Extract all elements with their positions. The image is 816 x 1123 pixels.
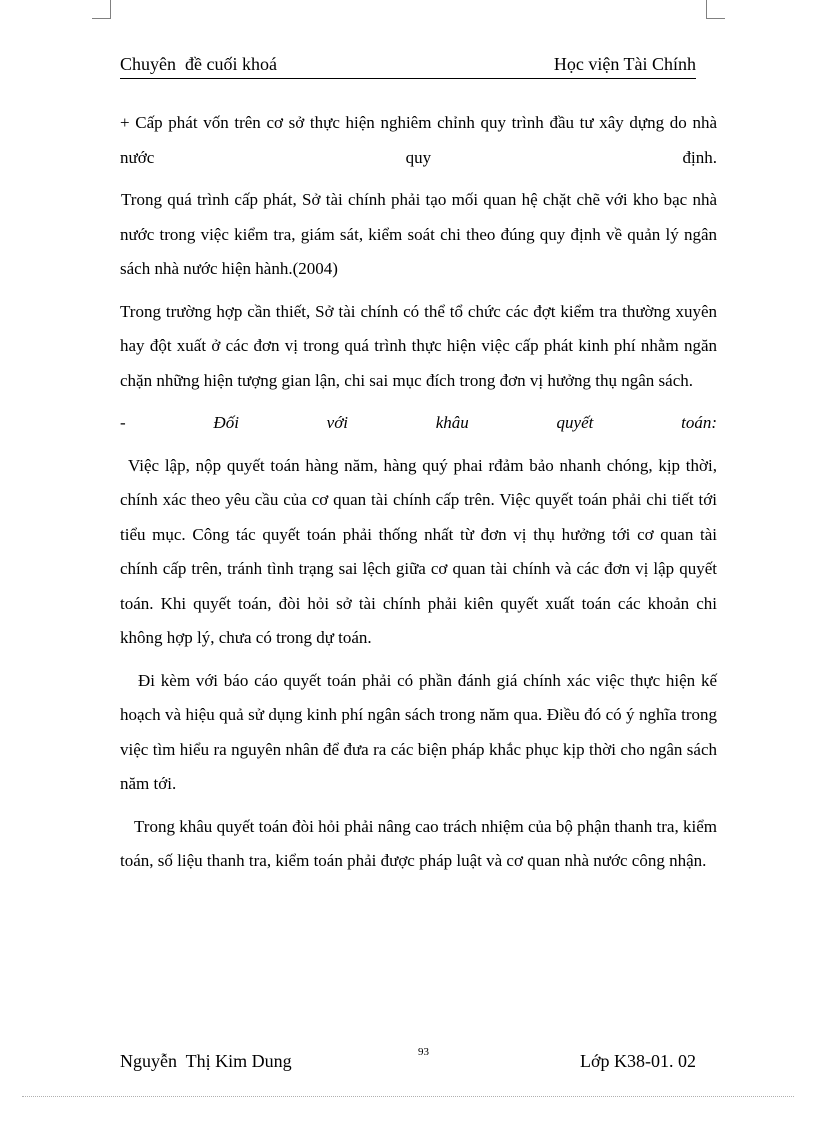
footer-class: Lớp K38-01. 02 — [579, 1051, 696, 1071]
crop-mark-top-left — [92, 0, 111, 19]
paragraph-allocation-process: Trong quá trình cấp phát, Sở tài chính phải tạo mối quan hệ chặt chẽ với kho bạc nhà nước trong việc kiểm tra, giám sát, kiểm soát chi theo đúng quy định về quản lý ngân sách nhà nước hiện hành.(2004) — [120, 190, 717, 278]
page-header — [120, 54, 696, 79]
page-bottom-border — [22, 1096, 794, 1097]
paragraph-settlement-requirements: Việc lập, nộp quyết toán hàng năm, hàng quý phai rđảm bảo nhanh chóng, kịp thời, chính xác theo yêu cầu của cơ quan tài chính cấp trên. Việc quyết toán phải chi tiết tới tiểu mục. Công tác quyết toán phải thống nhất từ đơn vị thụ hưởng tới cơ quan tài chính cấp trên, tránh tình trạng sai lệch giữa cơ quan tài chính và các đơn vị lập quyết toán. Khi quyết toán, đòi hỏi sở tài chính phải kiên quyết xuất toán các khoản chi không hợp lý, chưa có trong dự toán. — [120, 455, 717, 647]
paragraph-funding-allocation: + Cấp phát vốn trên cơ sở thực hiện nghiêm chỉnh quy trình đầu tư xây dựng do nhà nước quy định. — [120, 113, 717, 167]
footer-page-number: 93 — [418, 1046, 429, 1058]
footer-author: Nguyễn Thị Kim Dung — [120, 1051, 292, 1071]
paragraph-inspection: Trong trường hợp cần thiết, Sở tài chính có thể tổ chức các đợt kiểm tra thường xuyên hay đột xuất ở các đơn vị trong quá trình thực hiện việc cấp phát kinh phí nhằm ngăn chặn những hiện tượng gian lận, chi sai mục đích trong đơn vị hưởng thụ ngân sách. — [120, 301, 717, 390]
page-body — [120, 106, 717, 887]
page-footer — [120, 1046, 696, 1076]
paragraph-settlement-report: Đi kèm với báo cáo quyết toán phải có phần đánh giá chính xác việc thực hiện kế hoạch và hiệu quả sử dụng kinh phí ngân sách trong năm qua. Điều đó có ý nghĩa trong việc tìm hiểu ra nguyên nhân để đưa ra các biện pháp khắc phục kịp thời cho ngân sách năm tới. — [120, 670, 717, 793]
section-settlement-heading: - Đối với khâu quyết toán: — [120, 413, 717, 432]
header-institution: Học viện Tài Chính — [553, 54, 696, 74]
paragraph-audit-responsibility: Trong khâu quyết toán đòi hỏi phải nâng cao trách nhiệm của bộ phận thanh tra, kiểm toán, số liệu thanh tra, kiểm toán phải được pháp luật và cơ quan nhà nước công nhận. — [120, 816, 717, 870]
header-document-title: Chuyên đề cuối khoá — [120, 54, 277, 74]
crop-mark-top-right — [706, 0, 725, 19]
